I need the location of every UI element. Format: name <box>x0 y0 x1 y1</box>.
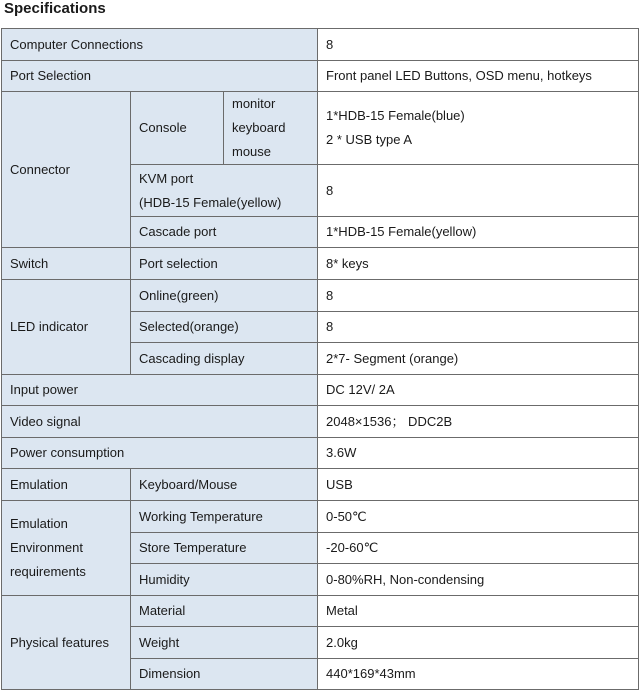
table-row <box>2 92 639 165</box>
table-row <box>2 406 639 438</box>
power-consumption-label: Power consumption <box>2 438 318 469</box>
emulation-label: Emulation <box>2 469 131 501</box>
material-value: Metal <box>318 596 639 627</box>
table-row <box>2 501 639 533</box>
led-indicator-label: LED indicator <box>2 280 131 375</box>
specifications-table <box>1 28 639 690</box>
table-row <box>2 469 639 501</box>
connector-label: Connector <box>2 92 131 248</box>
power-consumption-value: 3.6W <box>318 438 639 469</box>
emulation-value: USB <box>318 469 639 501</box>
material-label: Material <box>131 596 318 627</box>
cascade-port-value: 1*HDB-15 Female(yellow) <box>318 217 639 248</box>
weight-value: 2.0kg <box>318 627 639 659</box>
led-cascading-value: 2*7- Segment (orange) <box>318 343 639 375</box>
working-temperature-label: Working Temperature <box>131 501 318 533</box>
kvm-port-label-line2: (HDB-15 Female(yellow) <box>139 194 282 210</box>
switch-label: Switch <box>2 248 131 280</box>
table-row <box>2 29 639 61</box>
console-device-keyboard: keyboard <box>232 120 286 135</box>
weight-label: Weight <box>131 627 318 659</box>
console-value-usb: 2 * USB type A <box>326 132 413 147</box>
emulation-keyboard-mouse-label: Keyboard/Mouse <box>131 469 318 501</box>
physical-features-label: Physical features <box>2 596 131 690</box>
table-row <box>2 375 639 406</box>
port-selection-label: Port Selection <box>2 61 318 92</box>
console-device-monitor: monitor <box>232 96 276 111</box>
kvm-port-label-line1: KVM port <box>139 170 194 186</box>
input-power-value: DC 12V/ 2A <box>318 375 639 406</box>
led-online-value: 8 <box>318 280 639 312</box>
led-cascading-label: Cascading display <box>131 343 318 375</box>
page-title: Specifications <box>4 0 106 17</box>
console-value-vga: 1*HDB-15 Female(blue) <box>326 108 465 123</box>
store-temperature-label: Store Temperature <box>131 533 318 564</box>
working-temperature-value: 0-50℃ <box>318 501 639 533</box>
table-row <box>2 438 639 469</box>
computer-connections-value: 8 <box>318 29 639 61</box>
switch-port-selection-label: Port selection <box>131 248 318 280</box>
led-selected-label: Selected(orange) <box>131 312 318 343</box>
video-signal-value: 2048×1536； DDC2B <box>318 406 639 438</box>
dimension-label: Dimension <box>131 659 318 690</box>
environment-label <box>2 501 131 596</box>
store-temperature-value: -20-60℃ <box>318 533 639 564</box>
led-selected-value: 8 <box>318 312 639 343</box>
console-devices <box>224 92 318 165</box>
kvm-port-label <box>131 165 318 217</box>
dimension-value: 440*169*43mm <box>318 659 639 690</box>
kvm-port-value: 8 <box>318 165 639 217</box>
environment-label-line3: requirements <box>10 564 86 579</box>
humidity-label: Humidity <box>131 564 318 596</box>
table-row <box>2 61 639 92</box>
input-power-label: Input power <box>2 375 318 406</box>
switch-port-selection-value: 8* keys <box>318 248 639 280</box>
environment-label-line1: Emulation <box>10 516 68 531</box>
humidity-value: 0-80%RH, Non-condensing <box>318 564 639 596</box>
table-row <box>2 280 639 312</box>
cascade-port-label: Cascade port <box>131 217 318 248</box>
computer-connections-label: Computer Connections <box>2 29 318 61</box>
led-online-label: Online(green) <box>131 280 318 312</box>
table-row <box>2 596 639 627</box>
console-label: Console <box>131 92 224 165</box>
environment-label-line2: Environment <box>10 540 83 555</box>
table-row <box>2 248 639 280</box>
video-signal-label: Video signal <box>2 406 318 438</box>
console-values <box>318 92 639 165</box>
port-selection-value: Front panel LED Buttons, OSD menu, hotkeys <box>318 61 639 92</box>
console-device-mouse: mouse <box>232 144 272 159</box>
